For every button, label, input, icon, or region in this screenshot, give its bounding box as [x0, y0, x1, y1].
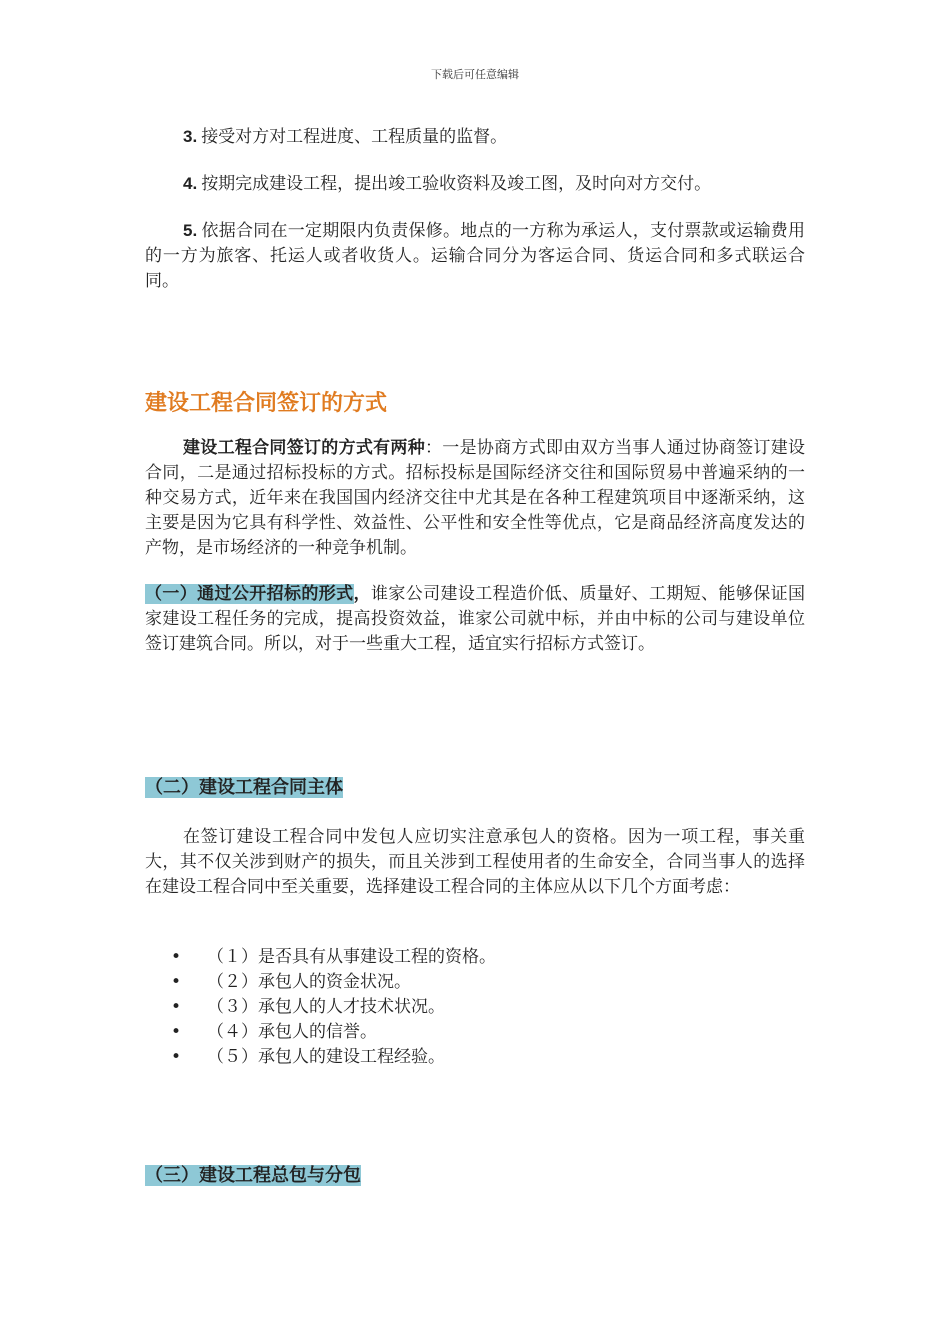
item-number: 5. — [183, 221, 198, 240]
part2-heading: （二）建设工程合同主体 — [145, 777, 343, 798]
page-header: 下载后可任意编辑 — [431, 68, 519, 81]
list-item — [145, 970, 496, 995]
bullet-text: （４）承包人的信誉。 — [207, 1022, 377, 1042]
list-item — [145, 1045, 496, 1070]
part1-heading: （一）通过公开招标的形式 — [145, 584, 354, 604]
bullet: • — [171, 972, 182, 992]
section-title: 建设工程合同签订的方式 — [145, 391, 388, 416]
part2-heading-line — [145, 775, 343, 801]
list-item-4 — [145, 171, 805, 197]
intro-bold-lead: 建设工程合同签订的方式有两种 — [183, 438, 425, 458]
part1-paragraph — [145, 582, 805, 657]
part3-heading: （三）建设工程总包与分包 — [145, 1165, 361, 1186]
bullet-text: （２）承包人的资金状况。 — [207, 972, 411, 992]
intro-text: ：一是协商方式即由双方当事人通过协商签订建设合同，二是通过招标投标的方式。招标投标是国际经济交往和国际贸易中普遍采纳的一种交易方式，近年来在我国国内经济交往中尤其是在各种工程建筑项目中逐渐采纳，这主要是因为它具有科学性、效益性、公平性和安全性等优点，它是商品经济高度发达的产物，是市场经济的一种竞争机制。 — [145, 438, 805, 558]
bullet: • — [171, 1022, 182, 1042]
part3-heading-line — [145, 1163, 361, 1189]
bullet: • — [171, 947, 182, 967]
bullet-text: （５）承包人的建设工程经验。 — [207, 1047, 445, 1067]
bullet-text: （１）是否具有从事建设工程的资格。 — [207, 947, 496, 967]
list-item — [145, 945, 496, 970]
list-item — [145, 1020, 496, 1045]
part2-paragraph: 在签订建设工程合同中发包人应切实注意承包人的资格。因为一项工程，事关重大，其不仅关涉到财产的损失，而且关涉到工程使用者的生命安全，合同当事人的选择在建设工程合同中至关重要，选择建设工程合同的主体应从以下几个方面考虑： — [145, 827, 805, 897]
item-number: 3. — [183, 127, 198, 146]
item-text: 接受对方对工程进度、工程质量的监督。 — [201, 127, 508, 147]
bullet: • — [171, 997, 182, 1017]
list-item — [145, 995, 496, 1020]
list-item-5 — [145, 218, 805, 294]
item-text: 按期完成建设工程，提出竣工验收资料及竣工图，及时向对方交付。 — [201, 174, 712, 194]
part1-comma: ， — [353, 584, 371, 604]
bullet-text: （３）承包人的人才技术状况。 — [207, 997, 445, 1017]
item-text: 依据合同在一定期限内负责保修。地点的一方称为承运人，支付票款或运输费用的一方为旅客、托运人或者收货人。运输合同分为客运合同、货运合同和多式联运合同。 — [145, 221, 805, 291]
bullet: • — [171, 1047, 182, 1067]
list-item-3 — [145, 124, 805, 150]
requirements-list — [145, 945, 496, 1070]
intro-paragraph — [145, 436, 805, 561]
item-number: 4. — [183, 174, 198, 193]
part1-text: 谁家公司建设工程造价低、质量好、工期短、能够保证国家建设工程任务的完成，提高投资效益，谁家公司就中标，并由中标的公司与建设单位签订建筑合同。所以，对于一些重大工程，适宜实行招标方式签订。 — [145, 584, 806, 654]
